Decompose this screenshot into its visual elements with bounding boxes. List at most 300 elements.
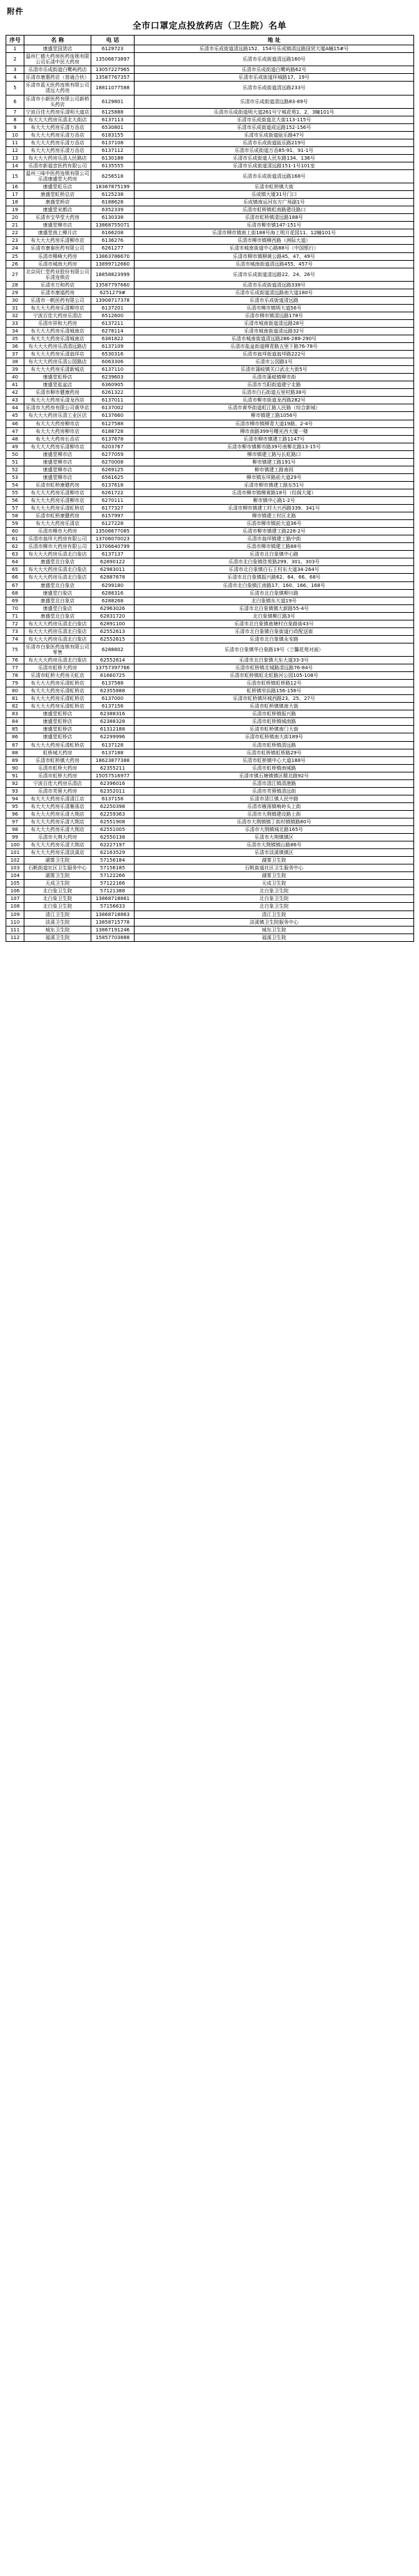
cell-phone: 62227197 [91,841,135,849]
table-row [6,581,414,589]
cell-name: 康盛堂北白象店 [24,597,91,604]
cell-address: 乐清市乐成街道瓯乐路219号 [135,139,414,146]
table-row [6,304,414,312]
cell-name: 康盛堂桥店 [24,199,91,206]
cell-index: 93 [6,787,24,795]
cell-address: 乐清市虹桥镇城南路 [135,718,414,726]
cell-address: 乐清市虹桥镇虹北虹路河公园105-108号 [135,672,414,680]
cell-index: 112 [6,933,24,941]
table-row [6,162,414,169]
cell-phone: 6130188 [91,154,135,162]
cell-phone: 57156184 [91,857,135,864]
cell-address: 乐清市乐成街道清远路338号 [135,281,414,289]
cell-phone: 6251279# [91,289,135,296]
cell-index: 106 [6,887,24,895]
cell-address: 乐清市北白象镇白石王村东大道34-264号 [135,566,414,574]
table-row [6,779,414,787]
cell-address: 乐清市乐成街道清远路151-1号101室 [135,162,414,169]
cell-phone: 6137137 [91,551,135,558]
cell-name: 布大大大药房柳市店 [24,420,91,427]
table-row [6,191,414,199]
cell-phone: 62163529 [91,849,135,857]
cell-name: 布大大大药房乐清柳市店 [24,497,91,505]
cell-name: 布大大大药房乐清柳市店 [24,489,91,496]
cell-address: 乐清市虹桥镇虹桥路29号 [135,749,414,756]
cell-address: 乐清市虹桥镇南大街189号 [135,733,414,741]
cell-phone: 13506677085 [91,528,135,535]
cell-name: 布大大大药房乐清北白象店 [24,635,91,643]
cell-name: 乐清市虹桥康健药房 [24,481,91,489]
pharmacy-list-table [6,35,414,942]
cell-name: 布大大大药房长岙店 [24,435,91,443]
cell-phone: 6137113 [91,116,135,123]
cell-address: 乐清市乐成街道北大街113-115号 [135,116,414,123]
cell-name: 布大大大药房乐清北白象店 [24,620,91,627]
column-header-index: 序号 [6,36,24,45]
cell-phone: 6137158 [91,795,135,802]
cell-address: 乐清市乐成街道白鹭屿路62号 [135,66,414,74]
table-row [6,319,414,327]
table-row [6,680,414,687]
cell-phone: 6288268 [91,597,135,604]
cell-name: 布大大大药房乐清大荆店 [24,810,91,818]
table-row [6,612,414,620]
cell-index: 66 [6,574,24,581]
cell-address: 柳市南路399号曙光西大厦一楼 [135,427,414,435]
cell-name: 布大大大药房乐清清江店 [24,795,91,802]
cell-phone: 6137188 [91,749,135,756]
cell-index: 28 [6,281,24,289]
cell-phone: 6129801 [91,95,135,108]
table-row [6,146,414,154]
cell-index: 6 [6,95,24,108]
cell-name: 布大大大药房乐清柳市店 [24,304,91,312]
cell-address: 柳市镇建工路与长虹路口 [135,450,414,458]
cell-name: 康盛堂柳市店 [24,458,91,466]
table-row [6,543,414,551]
cell-name: 乐清市乐成街道白鹭屿药店 [24,66,91,74]
cell-address: 乐清市虹桥镇北城路清远路76-84号 [135,664,414,672]
cell-name: 布大大大药房乐清北白象店 [24,574,91,581]
cell-index: 30 [6,296,24,304]
cell-address: 乐清市大荆镇镇山路86号 [135,841,414,849]
table-row [6,139,414,146]
cell-address: 乐清市柳市镇柳市路39号南柳北路13-15号 [135,443,414,450]
cell-index: 101 [6,849,24,857]
cell-address: 乐清市盐盆街道柳青路五里下路76-78号 [135,343,414,351]
cell-name: 乐清市翁垟大药房有限公司 [24,535,91,543]
cell-name: 布大大大药房乐清公园路店 [24,358,91,366]
cell-phone: 6183155 [91,131,135,139]
cell-address: 乐清市北白象镇南塘村白象路街43号 [135,620,414,627]
cell-index: 55 [6,489,24,496]
cell-phone: 6288802 [91,643,135,656]
cell-name: 温州仁德大药房医药连锁有限公司乐清中民大药房 [24,53,91,66]
cell-phone: 57122166 [91,880,135,887]
cell-name: 布大大大药房乐清大荆店 [24,841,91,849]
column-header-name: 名 称 [24,36,91,45]
cell-phone: 6269125 [91,466,135,473]
cell-name: 布大大大药房乐清人民路店 [24,154,91,162]
cell-phone: 6125238 [91,191,135,199]
cell-index: 25 [6,252,24,260]
table-row [6,123,414,131]
cell-address: 乐清市柳市镇明大道56号 [135,304,414,312]
cell-address: 柳市镇中心路1-2号 [135,497,414,505]
table-row [6,95,414,108]
cell-address: 柳市镇建工路南段 [135,466,414,473]
cell-name: 虹桥城大药房 [24,749,91,756]
cell-index: 3 [6,66,24,74]
cell-index: 81 [6,695,24,703]
cell-address: 乐清市白石街道五里村路38号 [135,389,414,397]
cell-address: 乐清市柳市镇建工路东51号 [135,481,414,489]
cell-index: 19 [6,206,24,214]
table-row [6,489,414,496]
cell-index: 14 [6,162,24,169]
cell-phone: 6188628 [91,199,135,206]
cell-index: 22 [6,229,24,237]
cell-name: 布大大大药房乐清翁垟店 [24,351,91,358]
cell-name: 布大大大药房乐清虹桥店 [24,687,91,695]
cell-index: 39 [6,366,24,374]
cell-name: 布大大大药房乐清柳市店 [24,237,91,245]
column-header-phone: 电 话 [91,36,135,45]
cell-address: 乐清市公园路1号 [135,358,414,366]
cell-name: 乐清市新福音医药有限公司 [24,162,91,169]
cell-name: 康盛堂北白象店 [24,581,91,589]
cell-index: 96 [6,810,24,818]
cell-address: 石帆街道社区卫生服务中心 [135,864,414,872]
cell-name: 康盛堂虹桥店 [24,710,91,718]
cell-name: 布大大大药房乐清北白象店 [24,566,91,574]
table-row [6,312,414,319]
cell-index: 56 [6,497,24,505]
cell-address: 北白象镇柳江路3号 [135,612,414,620]
table-row [6,604,414,612]
cell-index: 83 [6,710,24,718]
cell-name: 乐清市小新医药有限公司新桥头药店 [24,95,91,108]
cell-name: 湖雾卫生院 [24,857,91,864]
cell-address: 乐清市淡溪镇镇区 [135,849,414,857]
cell-index: 54 [6,481,24,489]
cell-phone: 62552613 [91,627,135,635]
cell-phone: 6137618 [91,481,135,489]
table-row [6,880,414,887]
cell-phone: 6299180 [91,581,135,589]
table-row [6,229,414,237]
cell-index: 18 [6,199,24,206]
cell-index: 49 [6,443,24,450]
cell-index: 90 [6,764,24,772]
cell-name: 乐清市大药房有限公司黄华店 [24,404,91,412]
cell-phone: 62388316 [91,710,135,718]
cell-address: 乐清市大荆镇城北路165号 [135,826,414,834]
cell-index: 73 [6,627,24,635]
cell-index: 38 [6,358,24,366]
cell-phone: 62963026 [91,604,135,612]
cell-index: 35 [6,335,24,343]
cell-address: 乐清市城南街道清远路455、457号 [135,260,414,268]
cell-address: 乐清市虹桥镇虹南路建设路口 [135,206,414,214]
cell-name: 乐清市虹桥镇大药房 [24,756,91,764]
cell-index: 36 [6,343,24,351]
cell-index: 102 [6,857,24,864]
cell-name: 康盛堂虹桥店 [24,374,91,381]
cell-address: 乐清市虹桥镇环城西路23、25、27号 [135,695,414,703]
cell-name: 乐清市柳市大药房 [24,528,91,535]
table-row [6,443,414,450]
table-row [6,558,414,566]
cell-address: 天成卫生院 [135,880,414,887]
cell-name: 康盛堂柳市店 [24,222,91,229]
cell-phone: 6127228 [91,520,135,528]
cell-address: 乐清市清江镇人民中路 [135,795,414,802]
cell-phone: 18623877388 [91,756,135,764]
cell-phone: 6135555 [91,162,135,169]
cell-phone: 6137109 [91,343,135,351]
cell-address: 乐清市柳市镇147-151号 [135,222,414,229]
cell-phone: 6261277 [91,245,135,252]
cell-address: 乐清市柳市街道龙西路282号 [135,397,414,404]
cell-name: 康盛堂虹乐店 [24,183,91,191]
cell-index: 99 [6,834,24,841]
cell-name: 乐清市康福药房 [24,289,91,296]
cell-index: 107 [6,895,24,903]
table-row [6,787,414,795]
cell-address: 乐清市乐成街道清远路168号 [135,169,414,183]
cell-index: 74 [6,635,24,643]
cell-name: 乐清市万和药店 [24,281,91,289]
cell-phone: 6137211 [91,319,135,327]
table-row [6,412,414,420]
cell-phone: 57122266 [91,872,135,880]
table-row [6,108,414,116]
cell-name: 布大大大药房乐清工业区店 [24,412,91,420]
cell-name: 乐清市柳市健康药房 [24,389,91,397]
cell-name: 康盛堂虹桥店 [24,726,91,733]
cell-name: 康盛堂柳市店 [24,450,91,458]
cell-name: 乐清市一帆医药有限公司 [24,296,91,304]
table-row [6,574,414,581]
cell-index: 34 [6,327,24,335]
cell-address: 乐清市大荆镇镇区 [135,834,414,841]
cell-index: 92 [6,779,24,787]
cell-phone: 6137678 [91,435,135,443]
cell-address: 乐清市北白象镇白象街道行政配送街 [135,627,414,635]
cell-name: 康盛堂南上柳月店 [24,229,91,237]
table-row [6,74,414,82]
table-row [6,154,414,162]
cell-name: 布大大大药房乐清万岙店 [24,139,91,146]
cell-index: 51 [6,458,24,466]
table-row [6,926,414,933]
table-row [6,397,414,404]
table-row [6,289,414,296]
cell-phone: 6137588 [91,680,135,687]
table-row [6,327,414,335]
cell-index: 41 [6,381,24,389]
cell-index: 52 [6,466,24,473]
cell-index: 97 [6,818,24,825]
cell-address: 乐清市柳市镇柳西路（洲际大道） [135,237,414,245]
cell-name: 康盛堂国货店 [24,45,91,53]
cell-name: 布大大大药房乐清店 [24,520,91,528]
table-row [6,535,414,543]
table-row [6,427,414,435]
cell-phone: 6561625 [91,473,135,481]
cell-index: 20 [6,214,24,222]
cell-index: 15 [6,169,24,183]
cell-phone: 6137112 [91,146,135,154]
cell-phone: 6137108 [91,139,135,146]
cell-index: 89 [6,756,24,764]
cell-address: 乐清市乐成街道人民东路134、136号 [135,154,414,162]
table-row [6,795,414,802]
cell-address: 乐成镇南运河东方广场副1号 [135,199,414,206]
cell-address: 柳市镇东垟路前大道29号 [135,473,414,481]
cell-address: 淡溪镇卫生院服务中心 [135,918,414,926]
table-row [6,404,414,412]
cell-index: 32 [6,312,24,319]
cell-phone: 57156185 [91,864,135,872]
cell-address: 乐清市雁荡镇响岭头上街 [135,802,414,810]
table-row [6,466,414,473]
cell-phone: 6203767 [91,443,135,450]
cell-name: 布大大大药房乐清北白象店 [24,656,91,664]
cell-address: 乐清市虹桥镇清远路 [135,741,414,749]
table-row [6,214,414,222]
table-row [6,741,414,749]
cell-name: 城东卫生院 [24,926,91,933]
table-row [6,597,414,604]
cell-index: 58 [6,512,24,520]
table-row [6,849,414,857]
cell-address: 福溪卫生院 [135,933,414,941]
table-row [6,620,414,627]
cell-name: 布大大大药房乐清万岙店 [24,123,91,131]
cell-index: 57 [6,505,24,512]
cell-phone: 62887678 [91,574,135,581]
cell-address: 乐清市大荆镇镇丁街村镇镇路80号 [135,818,414,825]
cell-phone: 6360905 [91,381,135,389]
cell-address: 乐成镇大厦31号门口 [135,191,414,199]
table-row [6,918,414,926]
cell-phone: 6270008 [91,458,135,466]
cell-name: 布大大大药房乐清城南店 [24,327,91,335]
cell-phone: 62552614 [91,656,135,664]
table-row [6,566,414,574]
table-row [6,551,414,558]
table-row [6,281,414,289]
cell-phone: 6288316 [91,589,135,597]
cell-name: 布大大大药房乐清雁荡店 [24,802,91,810]
table-row [6,726,414,733]
table-row [6,82,414,95]
cell-index: 67 [6,581,24,589]
table-row [6,335,414,343]
cell-address: 北白象镇东大道19号 [135,597,414,604]
cell-address: 乐清市柳市镇南上街188号海上明月花园11、12幢101号 [135,229,414,237]
table-row [6,749,414,756]
table-row [6,818,414,825]
cell-index: 72 [6,620,24,627]
cell-name: 乐清市祥和大药房 [24,319,91,327]
cell-phone: 61660725 [91,672,135,680]
cell-name: 康盛堂北白象店 [24,558,91,566]
cell-address: 乐清市柳市镇建工路228-2号 [135,528,414,535]
table-row [6,627,414,635]
cell-name: 福溪卫生院 [24,933,91,941]
table-row [6,656,414,664]
cell-address: 乐清市北白象镇镇大新路55-4号 [135,604,414,612]
cell-phone: 15857703888 [91,933,135,941]
cell-name: 布大大大药房乐清清远路店 [24,343,91,351]
cell-index: 8 [6,116,24,123]
cell-name: 康盛堂柳市店 [24,473,91,481]
cell-name: 布大大大药房乐清大荆店 [24,818,91,825]
table-row [6,772,414,779]
cell-name: 乐清市白象医药连锁有限公司零售 [24,643,91,656]
cell-index: 94 [6,795,24,802]
cell-phone: 62388328 [91,718,135,726]
table-row [6,45,414,53]
cell-address: 清江卫生院 [135,910,414,918]
cell-phone: 6188728 [91,427,135,435]
cell-index: 11 [6,139,24,146]
cell-address: 乐清市虹桥镇南门大街 [135,726,414,733]
cell-name: 布大大大药房乐清北白象店 [24,627,91,635]
cell-index: 64 [6,558,24,566]
cell-name: 布大大大药房乐清新城店 [24,366,91,374]
table-row [6,374,414,381]
cell-index: 31 [6,304,24,312]
cell-address: 乐清市乐成街道万岙85-91、91-1号 [135,146,414,154]
cell-phone: 62250398 [91,802,135,810]
cell-name: 布大大大药房乐清淡溪店 [24,849,91,857]
cell-name: 淡溪卫生院 [24,918,91,926]
table-row [6,296,414,304]
cell-index: 40 [6,374,24,381]
cell-address: 乐清市柳市镇建工村大兴西路339、341号 [135,505,414,512]
cell-name: 宁波百佳大药房乐清店 [24,312,91,319]
cell-address: 乐清市清江镇清港路 [135,779,414,787]
cell-address: 乐清市镇石塘镇镇区精北路92号 [135,772,414,779]
cell-name: 康盛堂虹桥店 [24,733,91,741]
cell-index: 95 [6,802,24,810]
cell-phone: 13868755071 [91,222,135,229]
cell-index: 27 [6,268,24,281]
table-row [6,826,414,834]
cell-address: 乐清市乐成街道清远路 [135,296,414,304]
cell-phone: 6137000 [91,695,135,703]
table-row [6,802,414,810]
cell-index: 45 [6,412,24,420]
table-row [6,206,414,214]
cell-address: 乐清市白象镇华白象路19号（兰馨花苑对面） [135,643,414,656]
table-row [6,237,414,245]
cell-address: 乐清市柳市镇建工路88号 [135,543,414,551]
cell-address: 乐清市虹桥镇清远路188号 [135,214,414,222]
cell-name: 乐清市柳峰大药房 [24,252,91,260]
table-row [6,643,414,656]
cell-phone: 57156633 [91,903,135,910]
cell-phone: 62352011 [91,787,135,795]
table-row [6,687,414,695]
cell-address: 乐清市翁垟街道翁垟路222号 [135,351,414,358]
cell-address: 柳市镇建工路1056号 [135,412,414,420]
cell-phone: 13868718861 [91,895,135,903]
